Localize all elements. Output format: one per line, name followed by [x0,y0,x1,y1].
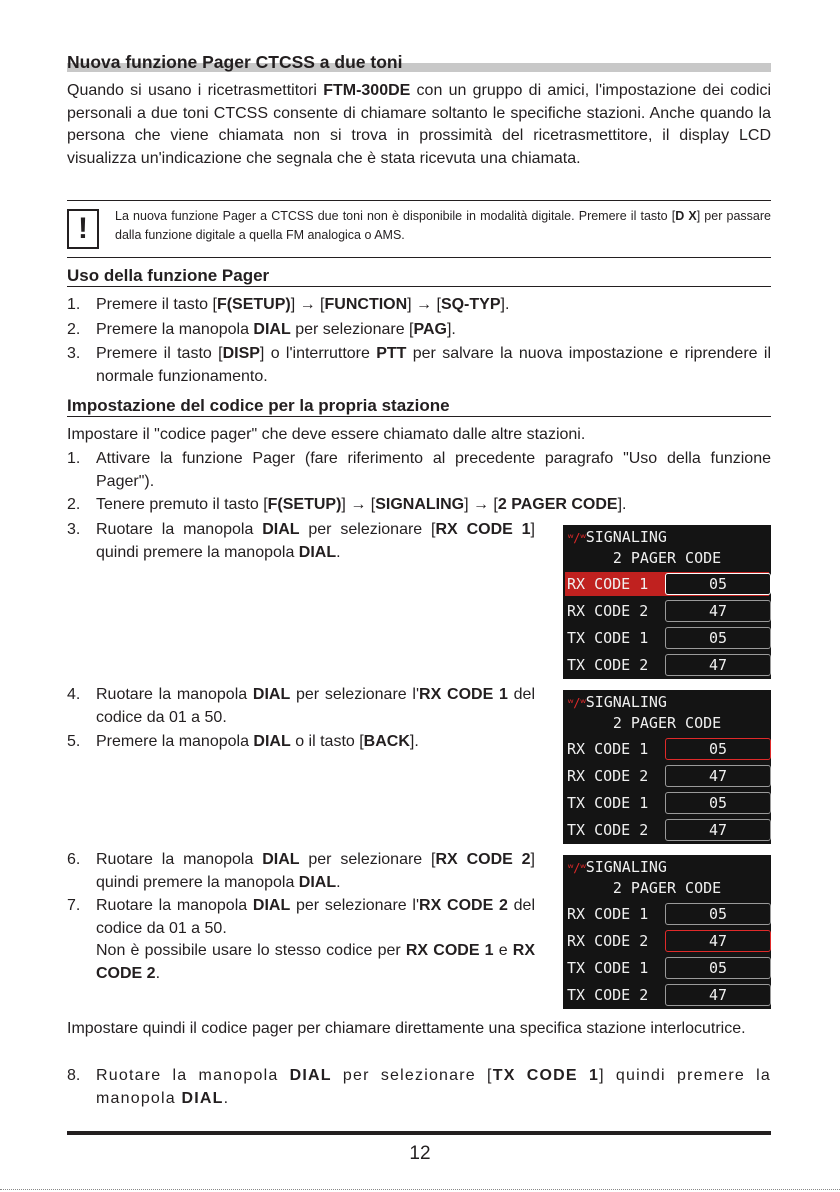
page-number: 12 [409,1143,431,1164]
lcd-subtitle: 2 PAGER CODE [612,549,722,567]
lcd-row: RX CODE 2 47 [565,599,769,623]
list-item: 3. Ruotare la manopola DIAL per selezionare [RX CODE 1] quindi premere la manopola DIAL. [67,521,535,561]
lcd-title: ʷ/ʷSIGNALING [567,528,667,546]
list-item: 4. Ruotare la manopola DIAL per selezionare l'RX CODE 1 del codice da 01 a 50. [67,686,536,726]
list-item: 7. Ruotare la manopola DIAL per selezionare l'RX CODE 2 del codice da 01 a 50. Non è possibile usare lo stesso codice per RX CODE 1 e RX CODE 2. [67,897,536,982]
list-item: 8. Ruotare la manopola DIAL per selezionare [TX CODE 1] quindi premere la manopola DIAL. [67,1067,771,1107]
signal-icon: ʷ/ʷ [567,861,586,875]
list-item: 6. Ruotare la manopola DIAL per selezionare [RX CODE 2] quindi premere la manopola DIAL. [67,851,535,891]
main-title-text: Nuova funzione Pager CTCSS a due toni [67,52,403,72]
intro-paragraph: Quando si usano i ricetrasmettitori FTM-300DE con un gruppo di amici, l'impostazione dei codici personali a due toni CTCSS consente di chiamare soltanto le specifiche stazioni. Anche quando la persona che viene chiamata non si trova in prossimità del ricetrasmettitore, il display LCD visualizza un'indicazione che segnala che è stata ricevuta una chiamata. [67,82,772,167]
lcd-title: ʷ/ʷSIGNALING [567,858,667,876]
lcd-screen-2 [563,690,771,844]
section-title-impostazione: Impostazione del codice per la propria stazione [67,396,771,417]
lcd-row: TX CODE 1 05 [565,956,769,980]
list-item: 2. Premere la manopola DIAL per selezionare [PAG]. [67,321,456,338]
list-item: 1. Premere il tasto [F(SETUP)] → [FUNCTION] → [SQ-TYP]. [67,296,510,313]
lcd-screen-3 [563,855,771,1009]
lcd-title: ʷ/ʷSIGNALING [567,693,667,711]
section-title-uso: Uso della funzione Pager [67,266,771,287]
section2-outro: Impostare quindi il codice pager per chiamare direttamente una specifica stazione interlocutrice. [67,1020,746,1037]
main-title [67,52,771,72]
warning-icon: ! [67,209,99,249]
lcd-row: TX CODE 2 47 [565,983,769,1007]
section2-intro: Impostare il "codice pager" che deve essere chiamato dalle altre stazioni. [67,426,586,443]
lcd-subtitle: 2 PAGER CODE [612,714,722,732]
lcd-row: TX CODE 2 47 [565,818,769,842]
list-item: 3. Premere il tasto [DISP] o l'interruttore PTT per salvare la nuova impostazione e riprendere il normale funzionamento. [67,345,771,385]
lcd-row: RX CODE 2 47 [565,764,769,788]
lcd-row: RX CODE 2 47 [565,929,769,953]
signal-icon: ʷ/ʷ [567,531,586,545]
list-item: 1. Attivare la funzione Pager (fare riferimento al precedente paragrafo "Uso della funzione Pager"). [67,450,771,490]
signal-icon: ʷ/ʷ [567,696,586,710]
lcd-row: RX CODE 1 05 [565,902,769,926]
list-item: 2. Tenere premuto il tasto [F(SETUP)] → [SIGNALING] → [2 PAGER CODE]. [67,496,627,513]
note-text: La nuova funzione Pager a CTCSS due toni non è disponibile in modalità digitale. Premere il tasto [D X] per passare dalla funzione digitale a quella FM analogica o AMS. [115,209,771,242]
lcd-row: TX CODE 1 05 [565,626,769,650]
bottom-dotted-line [0,1189,840,1190]
footer-rule [67,1131,771,1135]
lcd-screen-1 [563,525,771,679]
note-box [67,200,771,258]
lcd-row: RX CODE 1 05 [565,737,769,761]
list-item: 5. Premere la manopola DIAL o il tasto [BACK]. [67,733,419,750]
lcd-row: TX CODE 1 05 [565,791,769,815]
lcd-row: RX CODE 1 05 [565,572,769,596]
lcd-row: TX CODE 2 47 [565,653,769,677]
lcd-subtitle: 2 PAGER CODE [612,879,722,897]
